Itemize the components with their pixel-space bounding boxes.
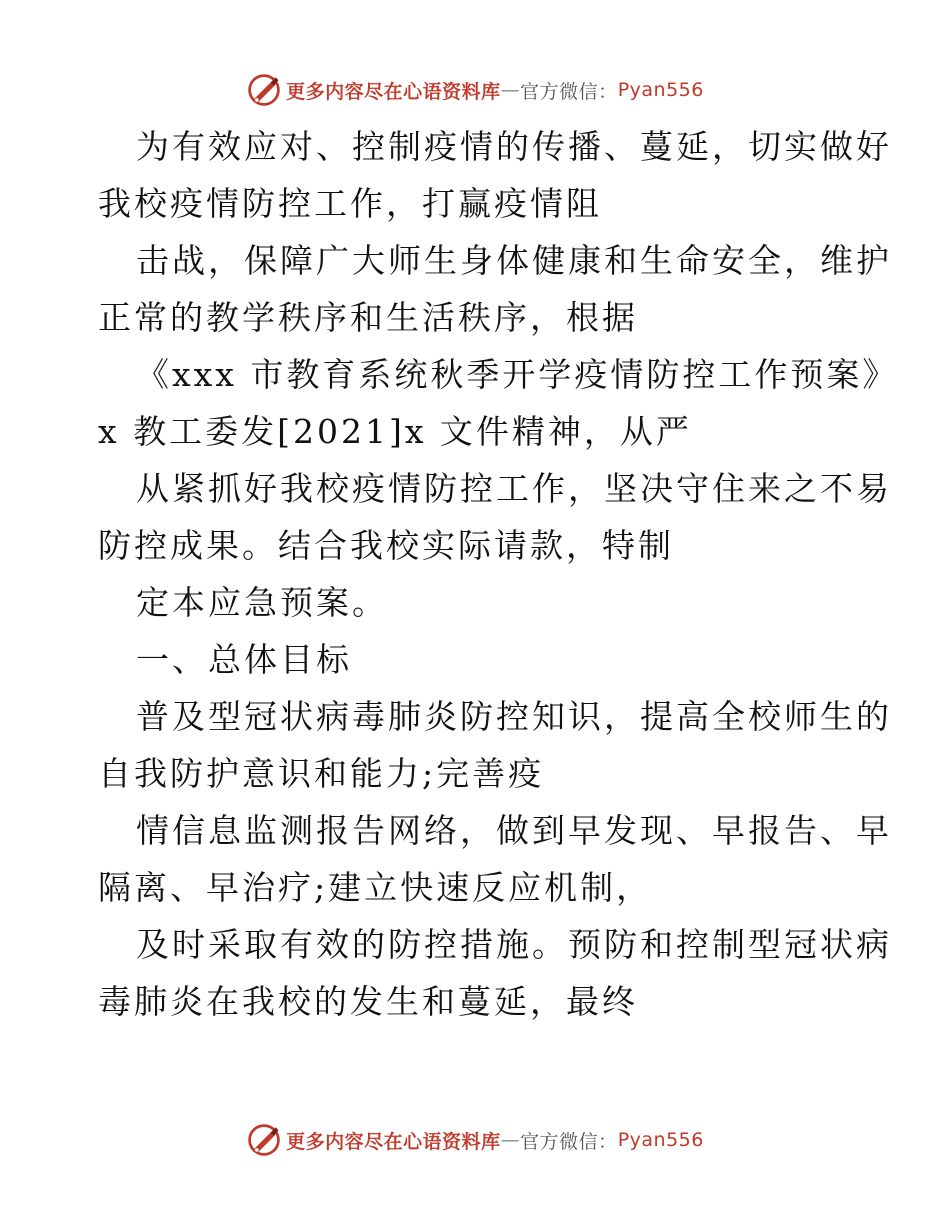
watermark-wechat-id: Pyan556 [617,1129,704,1151]
watermark-dash: — [500,79,521,101]
paragraph-4-line-1: 从紧抓好我校疫情防控工作，坚决守住来之不易 [136,469,892,508]
watermark-wechat-id: Pyan556 [617,79,704,101]
footer-watermark [0,1120,950,1160]
watermark-slogan: 更多内容尽在心语资料库 [286,1130,501,1153]
paragraph-7-line-2: 自我防护意识和能力;完善疫 [98,754,545,793]
paragraph-8-line-2: 隔离、早治疗;建立快速反应机制， [98,868,653,907]
watermark-slogan: 更多内容尽在心语资料库 [286,80,501,103]
paragraph-8-line-1: 情信息监测报告网络，做到早发现、早报告、早 [136,811,892,850]
section-heading-1: 一、总体目标 [136,640,352,679]
watermark-dash: — [500,1129,521,1151]
paragraph-2-line-1: 击战，保障广大师生身体健康和生命安全，维护 [136,241,892,280]
paragraph-1-line-2: 我校疫情防控工作，打赢疫情阻 [98,184,602,223]
pen-logo-icon [246,1122,282,1158]
pen-logo-icon [246,72,282,108]
header-watermark [0,70,950,110]
paragraph-7-line-1: 普及型冠状病毒肺炎防控知识，提高全校师生的 [136,697,892,736]
paragraph-3-line-2: x 教工委发[2021]x 文件精神，从严 [98,412,692,451]
paragraph-2-line-2: 正常的教学秩序和生活秩序，根据 [98,298,638,337]
paragraph-9-line-1: 及时采取有效的防控措施。预防和控制型冠状病 [136,925,892,964]
paragraph-3-line-1: 《xxx 市教育系统秋季开学疫情防控工作预案》 [136,355,899,394]
document-body [98,118,899,1030]
paragraph-5-line-1: 定本应急预案。 [136,583,388,622]
paragraph-1-line-1: 为有效应对、控制疫情的传播、蔓延，切实做好 [136,127,892,166]
paragraph-9-line-2: 毒肺炎在我校的发生和蔓延，最终 [98,982,638,1021]
watermark-wechat-label: 官方微信： [520,80,618,103]
paragraph-4-line-2: 防控成果。结合我校实际请款，特制 [98,526,674,565]
watermark-wechat-label: 官方微信： [520,1130,618,1153]
